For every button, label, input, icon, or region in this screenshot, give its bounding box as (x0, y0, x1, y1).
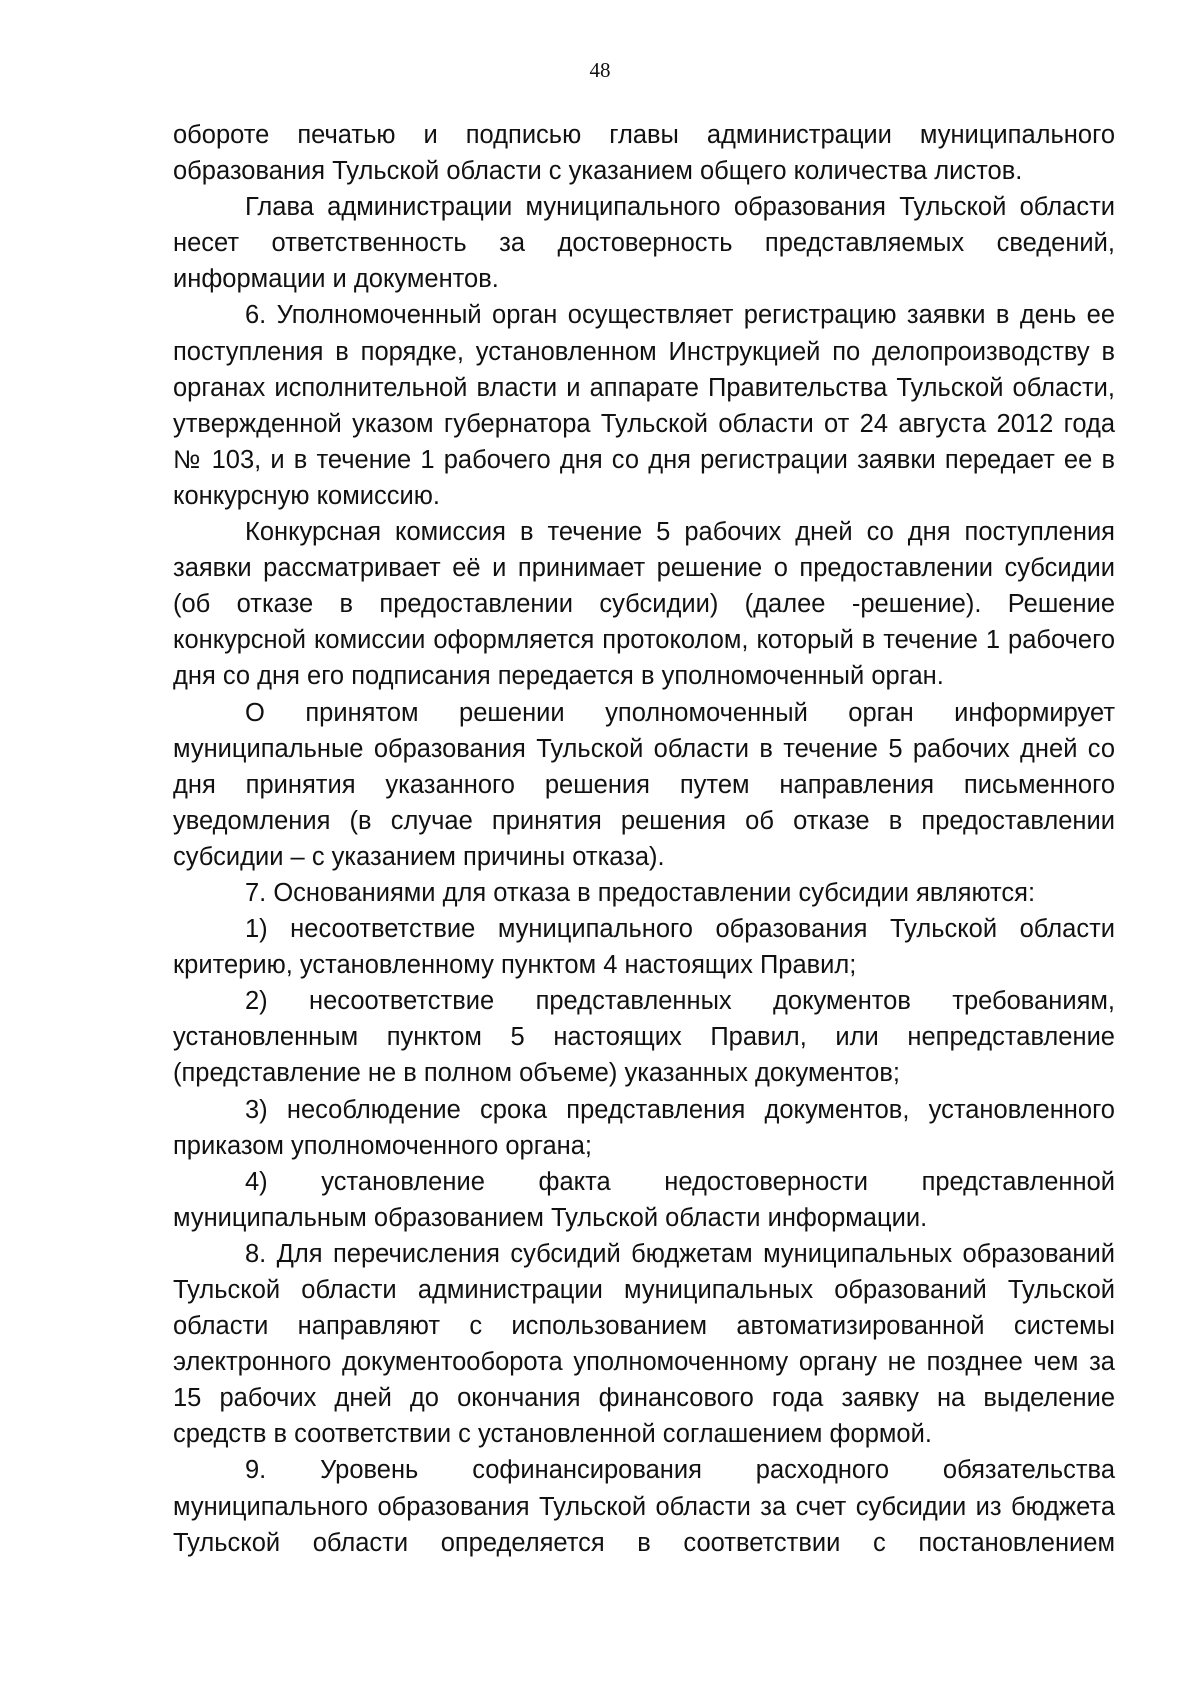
paragraph-decision-notice: О принятом решении уполномоченный орган информирует муниципальные образования Тульской области в течение 5 рабочих дней со дня принятия указанного решения путем направления письменного уведомления (в случае принятия решения об отказе в предоставлении субсидии – с указанием причины отказа). (173, 698, 1115, 871)
paragraph-head-responsibility: Глава администрации муниципального образования Тульской области несет ответственность за достоверность представляемых сведений, информации и документов. (173, 193, 1115, 294)
page-number: 48 (589, 58, 611, 82)
paragraph-item-8: 8. Для перечисления субсидий бюджетам муниципальных образований Тульской области администрации муниципальных образований Тульской области направляют с использованием автоматизированной системы электронного документооборота уполномоченному органу не позднее чем за 15 рабочих дней до окончания финансового года заявку на выделение средств в соответствии с установленной соглашением формой. (173, 1239, 1115, 1449)
paragraph-item-7-3: 3) несоблюдение срока представления документов, установленного приказом уполномоченного органа; (173, 1095, 1115, 1160)
paragraph-item-6: 6. Уполномоченный орган осуществляет регистрацию заявки в день ее поступления в порядке, установленном Инструкцией по делопроизводству в органах исполнительной власти и аппарате Правительства Тульской области, утвержденной указом губернатора Тульской области от 24 августа 2012 года № 103, и в течение 1 рабочего дня со дня регистрации заявки передает ее в конкурсную комиссию. (173, 301, 1115, 510)
paragraph-item-7: 7. Основаниями для отказа в предоставлении субсидии являются: (245, 878, 1036, 907)
paragraph-commission-review: Конкурсная комиссия в течение 5 рабочих дней со дня поступления заявки рассматривает её и принимает решение о предоставлении субсидии (об отказе в предоставлении субсидии) (далее -решение). Решение конкурсной комиссии оформляется протоколом, который в течение 1 рабочего дня со дня его подписания передается в уполномоченный орган. (173, 518, 1115, 691)
paragraph-item-7-4: 4) установление факта недостоверности представленной муниципальным образованием Тульской области информации. (173, 1167, 1115, 1232)
document-body (173, 117, 1115, 1561)
paragraph-continuation: обороте печатью и подписью главы администрации муниципального образования Тульской области с указанием общего количества листов. (173, 121, 1115, 186)
paragraph-item-7-1: 1) несоответствие муниципального образования Тульской области критерию, установленному пунктом 4 настоящих Правил; (173, 915, 1115, 980)
paragraph-item-9: 9. Уровень софинансирования расходного обязательства муниципального образования Тульской области за счет субсидии из бюджета Тульской области определяется в соответствии с постановлением (173, 1456, 1115, 1557)
paragraph-item-7-2: 2) несоответствие представленных документов требованиям, установленным пунктом 5 настоящих Правил, или непредставление (представление не в полном объеме) указанных документов; (173, 987, 1115, 1088)
